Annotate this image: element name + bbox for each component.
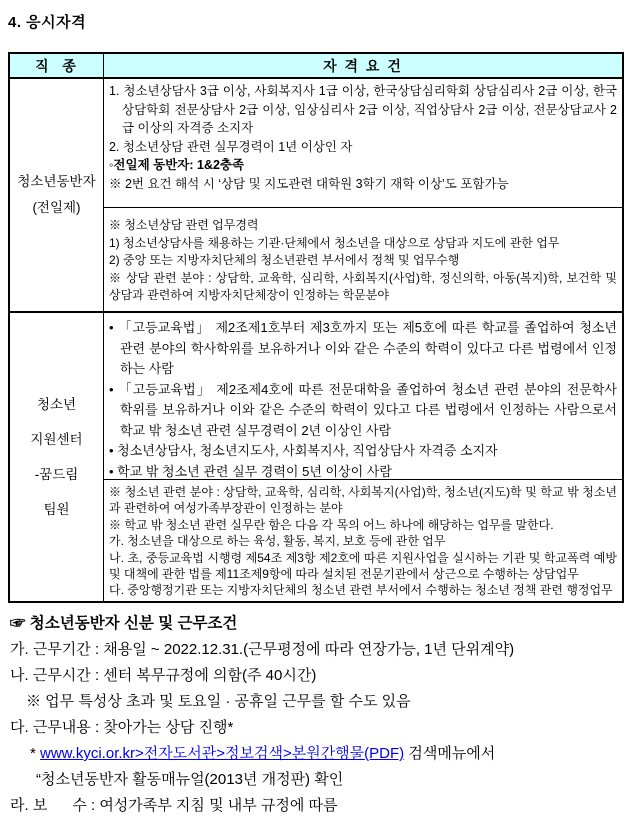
table-row xyxy=(10,311,622,601)
condition-work-hours: 나. 근무시간 : 센터 복무규정에 의함(주 40시간) xyxy=(10,667,317,684)
conditions-heading: ☞ 청소년동반자 신분 및 근무조건 xyxy=(10,615,238,632)
note-line: 1) 청소년상담사를 채용하는 기관·단체에서 청소년을 대상으로 상담과 지도에 관한 업무 xyxy=(109,235,560,250)
requirements-main xyxy=(104,313,622,479)
note-line: 나. 초, 중등교육법 시행령 제54조 제3항 제2호에 따른 지원사업을 실시하는 기관 및 학교폭력 예방 및 대책에 관한 법를 제11조제9항에 따라 설치된 전문기관에서 상근으로 수행하는 상담업무 xyxy=(109,550,617,582)
kyci-website-link[interactable]: www.kyci.or.kr>전자도서관>정보검색>본원간행물(PDF) xyxy=(40,745,405,762)
fulltime-condition-note: ◦전일제 동반자: 1&2충족 xyxy=(109,158,245,172)
requirements-cell xyxy=(104,313,622,601)
note-line: 다. 중앙행정기관 또는 지방자치단체의 청소년 관련 부서에서 수행하는 청소년 정책 관련 행정업무 xyxy=(109,583,613,598)
note-line: ※ 청소년 관련 분야 : 상담학, 교육학, 심리학, 사회복지(사업)학, 청소년(지도)학 및 학교 밖 청소년과 관련하여 여성가족부장관이 인정하는 분야 xyxy=(109,485,617,516)
col-header-requirements: 자 격 요 건 xyxy=(323,57,403,74)
note-line: ※ 학교 밖 청소년 관련 실무란 함은 다음 각 목의 어느 하나에 해당하는 업무를 말한다. xyxy=(109,517,554,532)
requirement-bullet: • 「고등교육법」 제2조제1호부터 제3호까지 또는 제5호에 따른 학교를 졸업하여 청소년 관련 분야의 학사학위를 보유하거나 이와 같은 수준의 학력이 있다고 다른 법령에서 인정하는 사람 xyxy=(109,320,617,376)
col-header-job: 직 종 xyxy=(10,54,104,77)
working-conditions-section xyxy=(8,614,626,823)
note-line: ※ 상담 관련 분야 : 상담학, 교육학, 심리학, 사회복지(사업)학, 정신의학, 아동(복지)학, 보건학 및 상담과 관련하여 지방자치단체장이 인정하는 학문분야 xyxy=(109,270,617,302)
link-suffix-text: 검색메뉴에서 xyxy=(404,745,496,762)
job-name-line: 팀원 xyxy=(43,502,70,517)
requirement-item: 1. 청소년상담사 3급 이상, 사회복지사 1급 이상, 한국상담심리학회 상담심리사 2급 이상, 한국상담학회 전문상담사 2급 이상, 임상심리사 2급 이상, 직업상담사 2급 이상, 전문상담교사 2급 이상의 자격증 소지자 xyxy=(109,84,617,135)
job-name-line: 청소년동반자 xyxy=(17,174,96,189)
requirements-notes xyxy=(104,207,622,311)
job-name-line: 청소년 xyxy=(36,397,77,412)
note-line: 가. 청소년을 대상으로 하는 육성, 활동, 복지, 보호 등에 관한 업무 xyxy=(109,534,446,549)
job-cell-dream-team xyxy=(10,313,104,601)
condition-salary: 라. 보 수 : 여성가족부 지침 및 내부 규정에 따름 xyxy=(10,797,338,814)
qualification-table xyxy=(8,52,624,603)
condition-work-content: 다. 근무내용 : 찾아가는 상담 진행* xyxy=(10,719,234,736)
job-name-line: 지원센터 xyxy=(30,432,83,447)
requirements-main xyxy=(104,79,622,207)
manual-link-line xyxy=(30,745,626,763)
requirement-item: 2. 청소년상담 관련 실무경력이 1년 이상인 자 xyxy=(109,139,353,154)
note-line: ※ 청소년상담 관련 업무경력 xyxy=(109,218,259,232)
job-name-line: (전일제) xyxy=(32,200,81,215)
condition-overtime-note: ※ 업무 특성상 초과 및 토요일 · 공휴일 근무를 할 수도 있음 xyxy=(26,693,411,710)
manual-title-line: “청소년동반자 활동매뉴얼(2013년 개정판) 확인 xyxy=(36,771,344,788)
requirement-bullet: • 학교 밖 청소년 관련 실무 경력이 5년 이상이 사람 xyxy=(109,463,392,479)
interpretation-note: ※ 2번 요건 해석 시 ‘상담 및 지도관련 대학원 3학기 재학 이상’도 포함가능 xyxy=(109,176,509,191)
note-line: 2) 중앙 또는 지방자치단체의 청소년관련 부서에서 정책 및 업무수행 xyxy=(109,253,460,267)
job-name-line: -꿈드림 xyxy=(34,467,79,482)
asterisk-marker: * xyxy=(30,745,36,762)
section-title: 4. 응시자격 xyxy=(8,14,87,31)
table-row xyxy=(10,79,622,311)
job-cell-companion xyxy=(10,79,104,311)
requirement-bullet: • 「고등교육법」 제2조제4호에 따른 전문대학을 졸업하여 청소년 관련 분야의 전문학사 학위를 보유하거나 이와 같은 수준의 학력이 있다고 다른 법령에서 인정하는 사람으로서 학교 밖 청소년 관련 실무경력이 2년 이상인 사람 xyxy=(109,381,617,438)
condition-work-period: 가. 근무기간 : 채용일 ~ 2022.12.31.(근무평정에 따라 연장가능, 1년 단위계약) xyxy=(10,641,515,658)
table-header-row xyxy=(10,54,622,79)
requirement-bullet: • 청소년상담사, 청소년지도사, 사회복지사, 직업상담사 자격증 소지자 xyxy=(109,443,498,458)
requirements-cell xyxy=(104,79,622,311)
requirements-notes xyxy=(104,479,622,601)
